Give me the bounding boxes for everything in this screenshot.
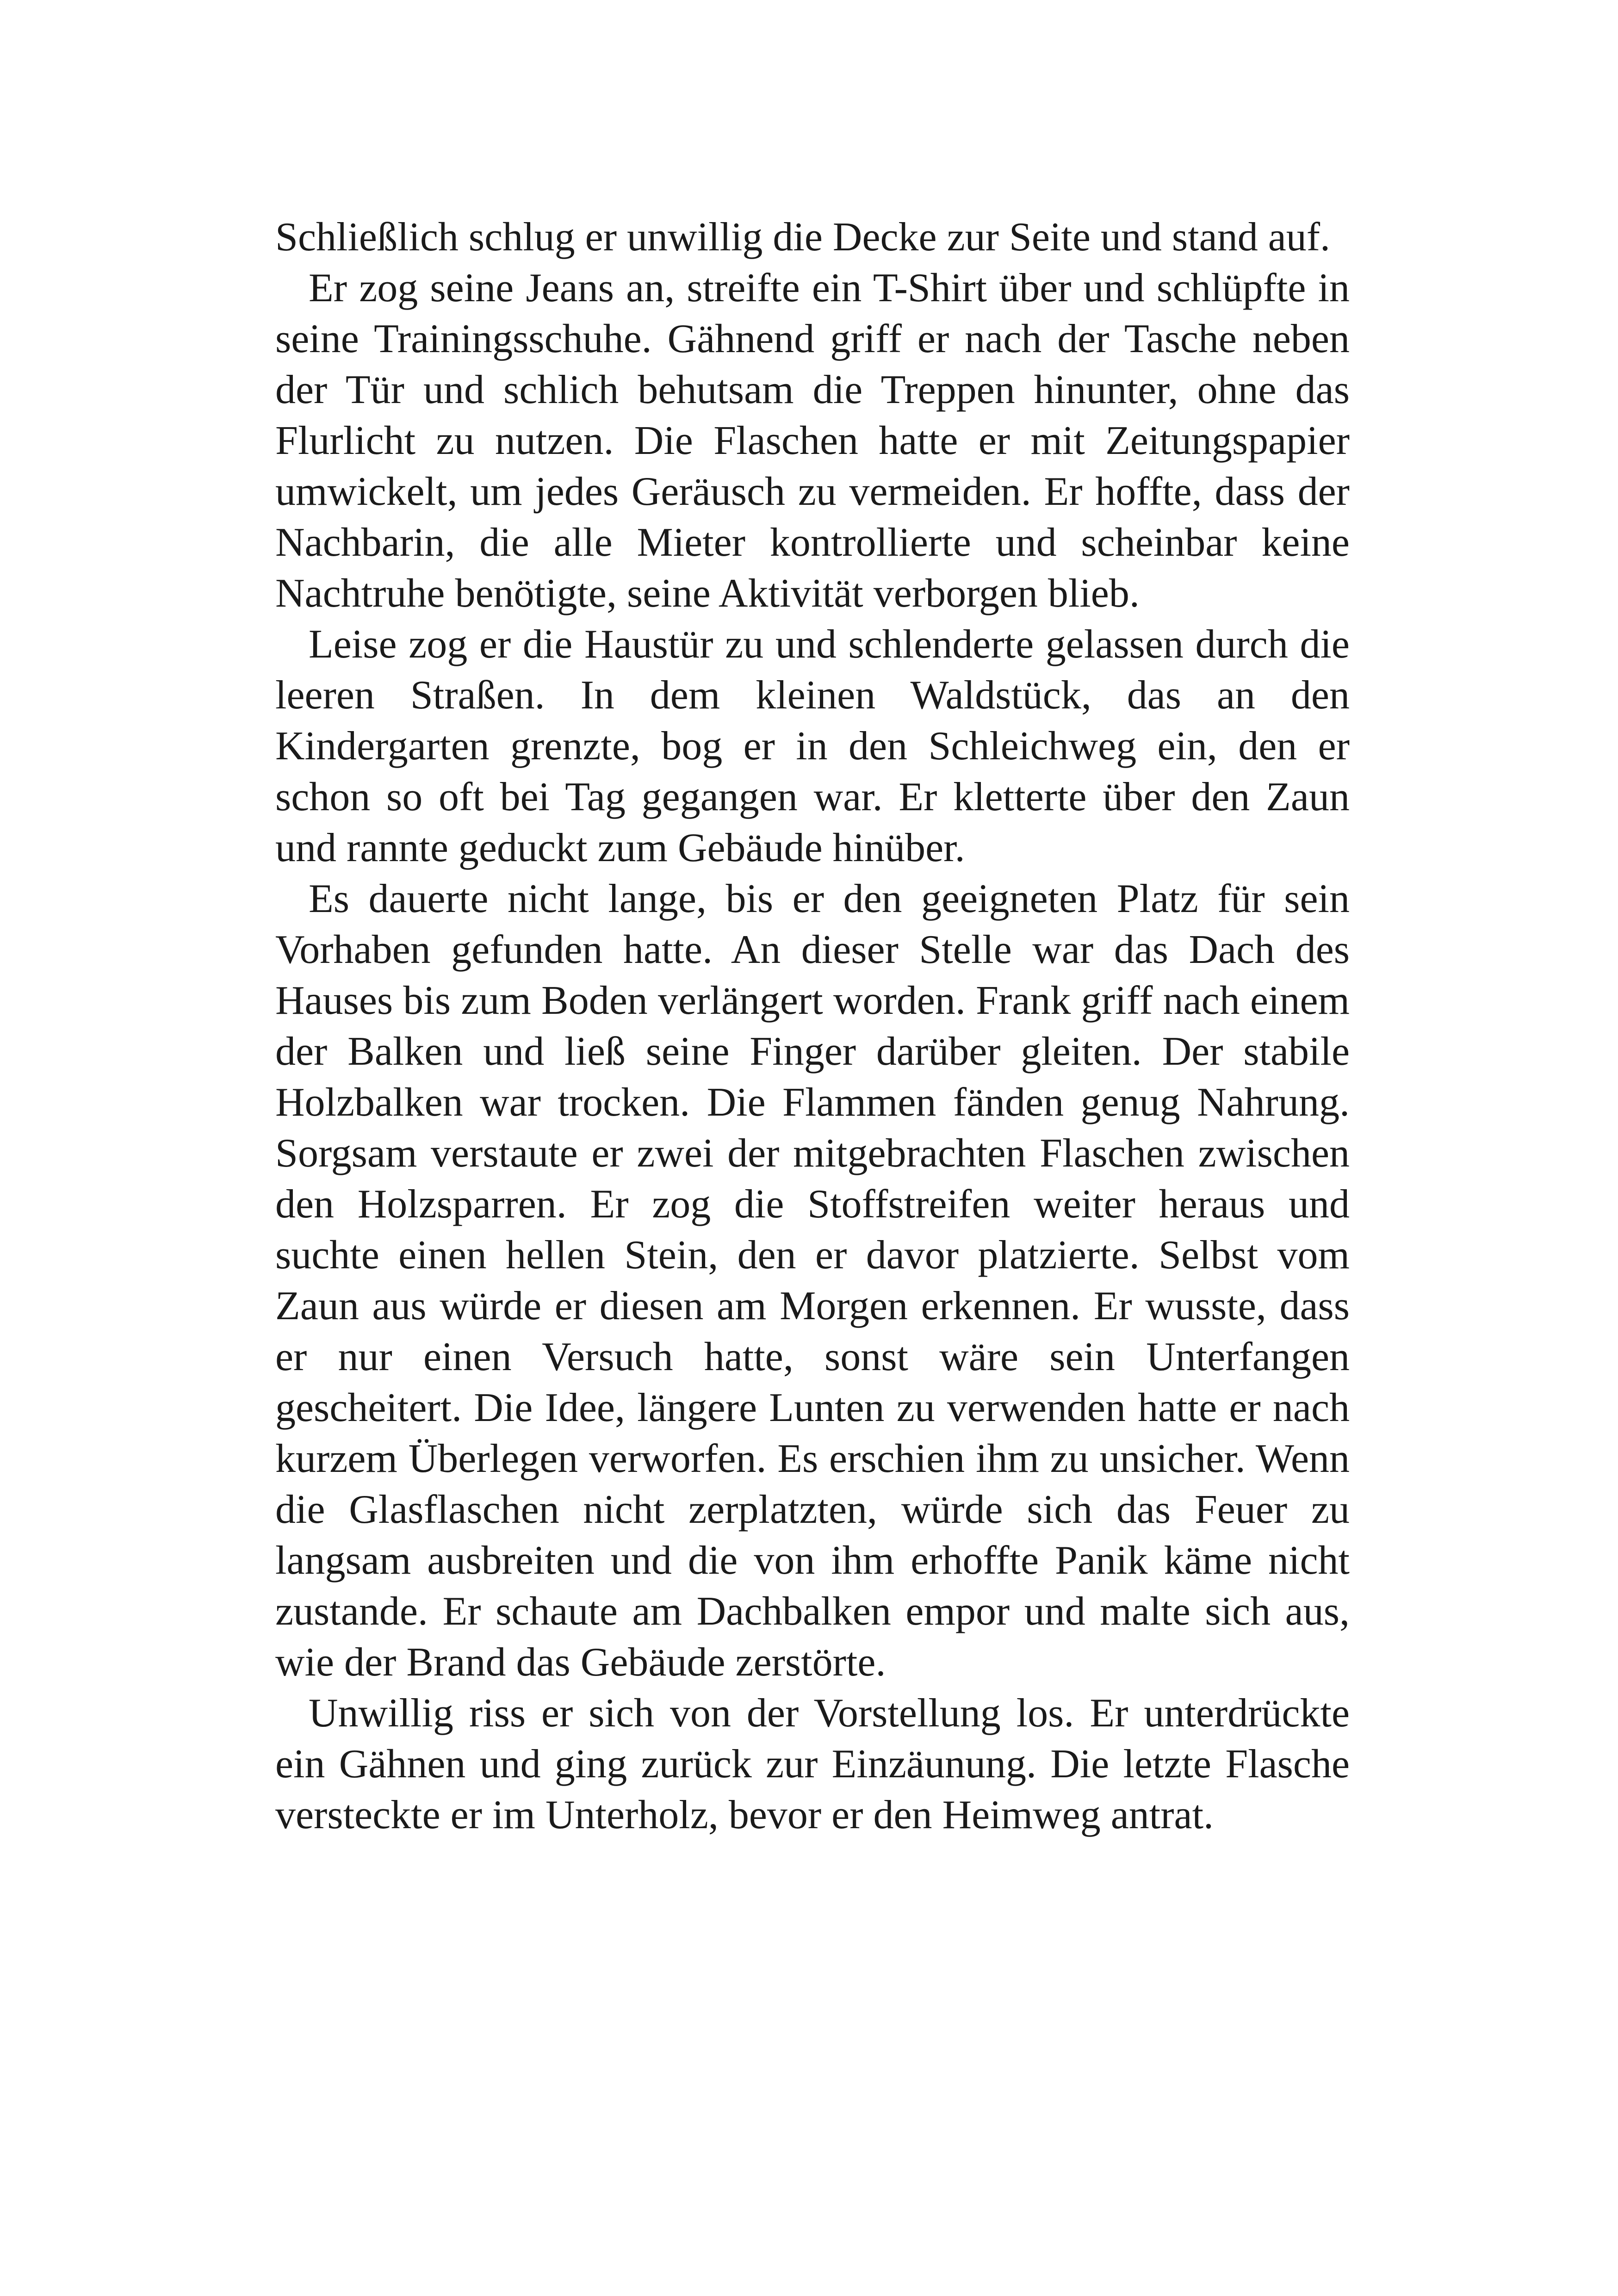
body-text bbox=[275, 212, 1350, 1841]
paragraph-3: Leise zog er die Haustür zu und schlenderte gelassen durch die leeren Straßen. In dem kleinen Waldstück, das an den Kindergarten grenzte, bog er in den Schleichweg ein, den er schon so oft bei Tag gegangen war. Er kletterte über den Zaun und rannte geduckt zum Gebäude hinüber. bbox=[275, 622, 1350, 870]
paragraph-4: Es dauerte nicht lange, bis er den geeigneten Platz für sein Vorhaben gefunden hatte. An dieser Stelle war das Dach des Hauses bis zum Boden verlängert worden. Frank griff nach einem der Balken und ließ seine Finger darüber gleiten. Der stabile Holzbalken war trocken. Die Flammen fänden genug Nahrung. Sorgsam verstaute er zwei der mitgebrachten Flaschen zwischen den Holzsparren. Er zog die Stoffstreifen weiter heraus und suchte einen hellen Stein, den er davor platzierte. Selbst vom Zaun aus würde er diesen am Morgen erkennen. Er wusste, dass er nur einen Versuch hatte, sonst wäre sein Unterfangen gescheitert. Die Idee, längere Lunten zu verwenden hatte er nach kurzem Überlegen verworfen. Es erschien ihm zu unsicher. Wenn die Glasflaschen nicht zerplatzten, würde sich das Feuer zu langsam ausbreiten und die von ihm erhoffte Panik käme nicht zustande. Er schaute am Dachbalken empor und malte sich aus, wie der Brand das Gebäude zerstörte. bbox=[275, 876, 1350, 1685]
paragraph-1: Schließlich schlug er unwillig die Decke zur Seite und stand auf. bbox=[275, 215, 1331, 260]
paragraph-2: Er zog seine Jeans an, streifte ein T-Shirt über und schlüpfte in seine Trainingsschuhe. Gähnend griff er nach der Tasche neben der Tür und schlich behutsam die Treppen hinunter, ohne das Flurlicht zu nutzen. Die Flaschen hatte er mit Zeitungspapier umwickelt, um jedes Geräusch zu vermeiden. Er hoffte, dass der Nachbarin, die alle Mieter kontrollierte und scheinbar keine Nachtruhe benötigte, seine Aktivität verborgen blieb. bbox=[275, 266, 1350, 616]
paragraph-5: Unwillig riss er sich von der Vorstellung los. Er unterdrückte ein Gähnen und ging zurück zur Einzäunung. Die letzte Flasche versteckte er im Unterholz, bevor er den Heimweg antrat. bbox=[275, 1691, 1350, 1837]
